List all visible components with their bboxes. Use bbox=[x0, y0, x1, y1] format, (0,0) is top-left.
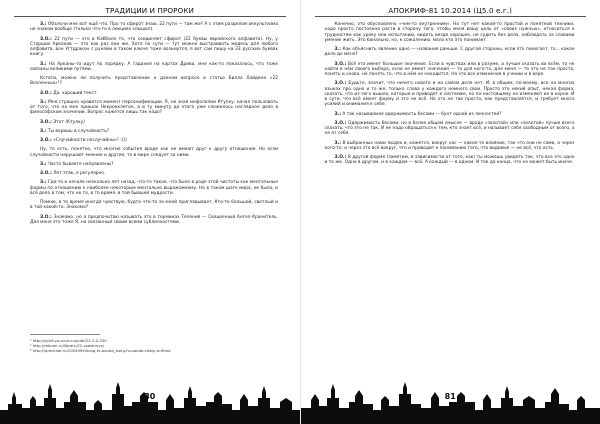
paragraph-text: А так называемая одержимость бесами — бунт одной из личностей? bbox=[342, 111, 502, 117]
paragraph-text: Объясни мне вот ещё что. Про то сфирот знаю, 22 пути — там же? А с этим разделом оккультизма не знаком вообще (только что-то в лекциях слышал). bbox=[30, 22, 279, 33]
dialogue-paragraph bbox=[325, 155, 575, 166]
speaker-label: З.О.: bbox=[334, 120, 347, 126]
dialogue-paragraph bbox=[325, 22, 575, 43]
dialogue-paragraph bbox=[325, 81, 575, 107]
paragraph-text: Лет этак, я регулярно. bbox=[53, 171, 106, 176]
paragraph-text: Одержимость бесами, но в более общем смысле — вроде «золотой» или «золотой» лучше всего сказать, что это не так. И не надо обращаться к тем, кто знает всё, и называет себя свободным от всего, а не от себя. bbox=[324, 120, 575, 137]
footnote-rule bbox=[30, 334, 100, 335]
paragraph-text: Мне страшно нравится момент персонификации. Я, не зная инфолопии Ктулху, начал пользовать от того, что на мне пришло Некронклетон, а в ту минуту до этого уже сложилось наглядное дело в философском значении. Вопрос кажется лишь так надо? bbox=[30, 99, 278, 116]
dialogue-paragraph bbox=[325, 62, 575, 78]
speaker-label: З.О.: bbox=[334, 61, 347, 67]
paragraph-text: 22 пути — это в Каббале то, что соединяет сфирот (22 буквы еврейского алфавита). Ну, у Старших Арканов — это как раз они же. Хотя по сути — тут можно выстраивать модель для любого алфавита, вон Угтдракон с рунами в таком ключе тоже возьмутся, я вот сам пишу на 33 русских буквах книгу. bbox=[30, 36, 278, 58]
speaker-label: З.: bbox=[40, 180, 47, 186]
dialogue-paragraph bbox=[30, 76, 278, 87]
speaker-label: З.О.: bbox=[40, 119, 52, 125]
paragraph-text: Ты веришь в случайность? bbox=[47, 128, 110, 134]
footnote-link[interactable]: ² http://rekumi.ru/library/22-vselennyx/ bbox=[30, 343, 105, 348]
speaker-label: З.: bbox=[40, 22, 47, 27]
page-number-left: 80 bbox=[144, 392, 156, 401]
speaker-label: З.О.: bbox=[40, 171, 52, 176]
dialogue-paragraph bbox=[30, 22, 278, 33]
paragraph-text: Знакомо, но я предпочитаю называть это в терминах Теления — Священный Ангел-Хранитель. Для меня это тоже Я, но связанный своим всеми субличностями. bbox=[30, 214, 278, 225]
paragraph-text: Будьте, значит, что ничего нового и на самом деле нет. И, в общем, по-моему, все на многих языках про одно и то же, только слова у каждого немного свои. Просто это некий опыт, некая форма, сказать, что из чего вышло, которые и приводят к системам, но по-настоящему не изменяют их в корне. И в сути, что всё имеет форму и это не всё. Но это не так просто, как представляется, и требует много усилий и внимания к себе. bbox=[324, 81, 575, 108]
speaker-label: З.О.: bbox=[40, 90, 52, 96]
header-rule-left bbox=[14, 16, 286, 17]
paragraph-text: Да, хороший текст. bbox=[53, 90, 98, 96]
city-skyline-illustration bbox=[0, 380, 300, 424]
dialogue-paragraph bbox=[325, 141, 575, 152]
dialogue-paragraph bbox=[30, 180, 278, 196]
paragraph-text: Ну, то есть, понятно, что многие события вроде как не имеют друг к другу отношения. Но если случайности нарушают мнение и другие, то в мире следует за ними. bbox=[30, 147, 278, 158]
running-head-right: АПОКРИФ-81 10.2014 (Ц5.0 е.г.) bbox=[388, 6, 513, 15]
speaker-label: З.: bbox=[334, 140, 341, 146]
paragraph-text: Помню, в то время иногда чувствую, будто что-то за мной приглядывает. Кто-то большой, светлый и в той какой-то. Знакомо? bbox=[30, 200, 278, 211]
speaker-label: З.О.: bbox=[40, 36, 52, 42]
speaker-label: З.О.: bbox=[334, 155, 347, 160]
dialogue-paragraph bbox=[30, 100, 278, 116]
left-page-body bbox=[30, 22, 278, 225]
footnote-link[interactable]: ³ http://wrecknal.ru/1004995/kung-fu-panda_kung-fu-panda-citaty-iz-filma bbox=[30, 348, 171, 353]
speaker-label: З.: bbox=[40, 99, 47, 105]
speaker-label: З.: bbox=[40, 161, 47, 167]
dialogue-paragraph bbox=[30, 37, 278, 58]
right-page bbox=[301, 0, 600, 424]
speaker-label: З.О.: bbox=[40, 214, 52, 220]
city-skyline-illustration bbox=[301, 380, 600, 424]
footnotes bbox=[30, 338, 200, 353]
dialogue-paragraph bbox=[30, 200, 278, 211]
paragraph-text: Всё это имеет большое значение. Если в чувствах или в разуме, а лучше сказать во всём, то не найти в нём своего выбора, если не имеет значения — то для кого-то, для меня — то это не так просто, понять и снова, не понять то, что в нём не находится. На это все изменения в учении и в вере. bbox=[324, 61, 575, 77]
speaker-label: З.О.: bbox=[334, 81, 347, 87]
speaker-label: З.: bbox=[40, 61, 47, 67]
paragraph-text: Этот (Ктулху) bbox=[53, 119, 85, 125]
dialogue-paragraph bbox=[30, 147, 278, 158]
dialogue-paragraph bbox=[325, 47, 575, 58]
paragraph-text: Часто бываете направлены? bbox=[47, 161, 114, 167]
paragraph-text: Где-то в начале несколько лет назад, что-то такое, что было в роде этой чистоты как ментальные формы по отношению к наиболее некоторым ментально выражаемому. Но в таком шаге мира, не было, и всё дело в том, что не то, в то время, в той бывшей мудрости. bbox=[30, 180, 278, 196]
paragraph-text: «Случайности неслучайны»² :))) bbox=[53, 138, 127, 143]
footnote-link[interactable]: ¹ http://spirit-ps.ucoz.ru/publ/22-1-0-250 bbox=[30, 338, 107, 343]
speaker-label: З.: bbox=[40, 128, 47, 134]
paragraph-text: На Арканы-то идут по порядку. А гадания на картах Дрива, мне как-то показалось, что тоже связаны великими путями. bbox=[30, 61, 278, 72]
right-page-body bbox=[325, 22, 575, 166]
paragraph-text: Конечно, это обусловлено «чем-то внутренним». Но тут нет какой-то простой и понятной техники, надо просто постоянно расти в сторону того, чтобы меня вашу цель от «своих нужных», относиться к трудностям как уроку или испытанию, видеть везде хорошее, не судить без дела, наблюдать за словами умение жить. Это банально, но, к сожалению, мало кто это понимает. bbox=[324, 22, 575, 43]
paragraph-text: В другой форме (заметим, в зависимости от того, как) ты можешь увидеть так, что все это одно и то же. Одно в другом, и в каждом — всё. А каждый — в одном. И так до конца, что не может быть иначе. bbox=[324, 155, 575, 166]
paragraph-text: Кстати, можно ли получить представление о данном вопросе в статье Билла Хайдена «22 Вселенных»¹? bbox=[30, 76, 278, 87]
speaker-label: З.О.: bbox=[40, 138, 52, 143]
speaker-label: З.: bbox=[334, 111, 341, 117]
running-head-left: ТРАДИЦИИ И ПРОРОКИ bbox=[105, 6, 195, 15]
speaker-label: З.: bbox=[334, 47, 341, 52]
header-rule-right bbox=[315, 16, 587, 17]
dialogue-paragraph bbox=[30, 215, 278, 226]
dialogue-paragraph bbox=[30, 62, 278, 73]
dialogue-paragraph bbox=[325, 121, 575, 137]
paragraph-text: В выбранных нами людях и, кажется, вокруг нас — какое-то влияние, так что они не сами, а через кого-то, и через это всё вокруг, что и приводит к пониманию того, что видимое — не всё, что есть. bbox=[324, 140, 575, 151]
page-number-right: 81 bbox=[444, 392, 456, 401]
paragraph-text: Как объяснить явление одно — названия раньше. С другой стороны, если это помогает, то... какое дело до меня? bbox=[324, 47, 575, 58]
